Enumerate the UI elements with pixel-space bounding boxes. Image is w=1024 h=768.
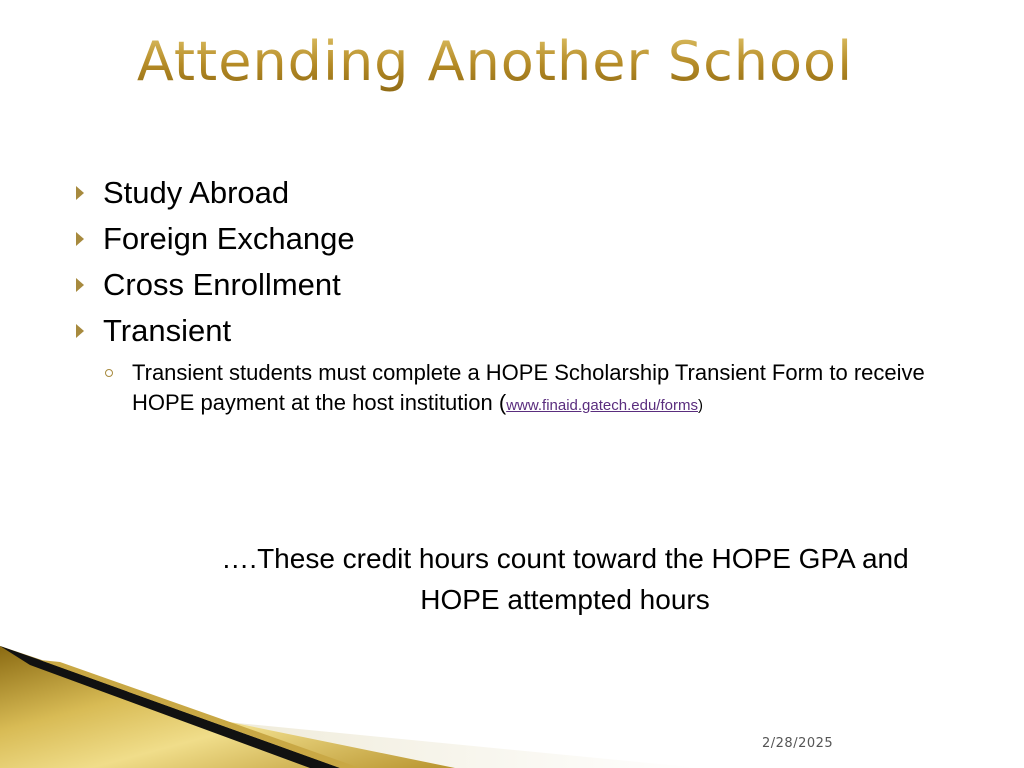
bullet-text: Cross Enrollment	[103, 267, 341, 302]
sub-bullet-text: Transient students must complete a HOPE Scholarship Transient Form to receive HOPE payment at the host institution	[132, 360, 925, 415]
note-line: ….These credit hours count toward the HOPE GPA and	[221, 543, 909, 574]
bullet-text: Study Abroad	[103, 175, 290, 210]
bullet-text: Transient	[103, 313, 232, 348]
open-paren: (	[498, 390, 507, 415]
slide-title: Attending Another School	[0, 30, 990, 93]
bullet-text: Foreign Exchange	[103, 221, 355, 256]
slide-date: 2/28/2025	[762, 736, 834, 751]
forms-link[interactable]: www.finaid.gatech.edu/forms	[506, 397, 698, 414]
close-paren: )	[697, 397, 703, 414]
note-line: HOPE attempted hours	[420, 584, 710, 615]
